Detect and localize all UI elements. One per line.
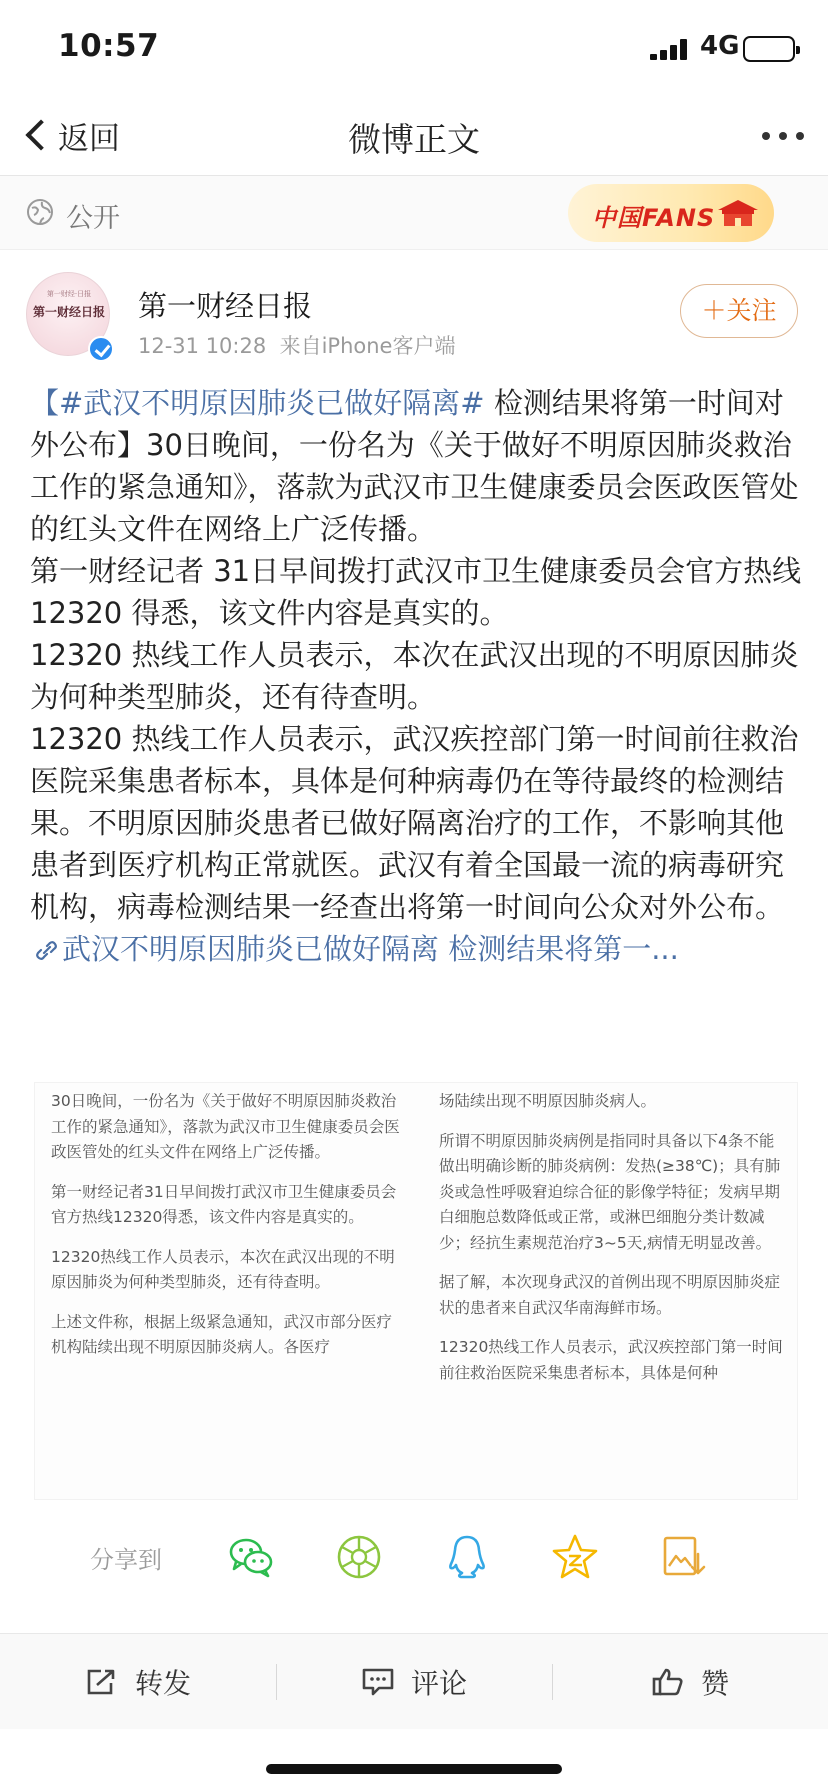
china-fans-badge[interactable] bbox=[568, 184, 774, 242]
article-image[interactable] bbox=[34, 1082, 798, 1500]
article-image-text: 场陆续出现不明原因肺炎病人。 bbox=[439, 1092, 657, 1110]
hashtag-link[interactable]: 【#武汉不明原因肺炎已做好隔离# bbox=[30, 386, 485, 420]
repost-icon bbox=[85, 1667, 119, 1697]
thumbs-up-icon bbox=[651, 1667, 685, 1697]
gate-tower-icon bbox=[716, 196, 760, 230]
qq-icon[interactable] bbox=[442, 1532, 492, 1582]
comment-label: 评论 bbox=[410, 1667, 467, 1700]
article-link-text: 武汉不明原因肺炎已做好隔离 检测结果将第一... bbox=[62, 932, 679, 966]
post-paragraph: 第一财经记者 31日早间拨打武汉市卫生健康委员会官方热线 12320 得悉，该文件内容是真实的。 bbox=[30, 554, 802, 630]
post-paragraph bbox=[30, 382, 802, 550]
like-button[interactable] bbox=[552, 1634, 828, 1730]
article-image-text: 12320热线工作人员表示，本次在武汉出现的不明原因肺炎为何种类型肺炎，还有待查明。 bbox=[51, 1247, 395, 1291]
dot-icon bbox=[779, 132, 787, 140]
author-header bbox=[0, 250, 828, 360]
article-image-text: 12320热线工作人员表示，武汉疾控部门第一时间前往救治医院采集患者标本，具体是何种 bbox=[439, 1338, 783, 1382]
article-image-right-column bbox=[439, 1089, 789, 1400]
verified-icon bbox=[88, 336, 114, 362]
comment-button[interactable] bbox=[276, 1634, 552, 1730]
chevron-left-icon bbox=[25, 119, 56, 150]
article-image-left-column bbox=[51, 1089, 401, 1375]
post-meta bbox=[138, 330, 455, 360]
dot-icon bbox=[762, 132, 770, 140]
article-image-text: 上述文件称，根据上级紧急通知，武汉市部分医疗机构陆续出现不明原因肺炎病人。各医疗 bbox=[51, 1312, 393, 1356]
article-image-text: 据了解，本次现身武汉的首例出现不明原因肺炎症状的患者来自武汉华南海鲜市场。 bbox=[439, 1273, 781, 1317]
post-time: 12-31 10:28 bbox=[138, 334, 267, 358]
post-source: 来自iPhone客户端 bbox=[279, 334, 456, 358]
avatar-text: 第一财经日报 bbox=[32, 305, 105, 319]
article-link[interactable] bbox=[30, 932, 679, 966]
link-icon bbox=[34, 939, 60, 961]
globe-icon bbox=[26, 198, 54, 226]
fans-badge-text: 中国FANS bbox=[592, 204, 716, 232]
post-paragraph: 12320 热线工作人员表示，本次在武汉出现的不明原因肺炎为何种类型肺炎，还有待查明。 bbox=[30, 638, 799, 714]
back-button[interactable] bbox=[22, 110, 120, 160]
post-paragraph bbox=[30, 718, 802, 970]
repost-label: 转发 bbox=[134, 1667, 191, 1700]
nav-bar bbox=[0, 96, 828, 176]
network-type: 4G bbox=[700, 31, 740, 61]
qzone-icon[interactable] bbox=[550, 1532, 600, 1582]
follow-button[interactable]: ＋关注 bbox=[680, 284, 798, 338]
share-label: 分享到 bbox=[90, 1546, 162, 1574]
home-indicator[interactable] bbox=[266, 1764, 562, 1774]
more-options-button[interactable] bbox=[762, 132, 804, 140]
like-label: 赞 bbox=[700, 1667, 729, 1700]
battery-icon bbox=[743, 36, 795, 62]
share-row bbox=[0, 1512, 828, 1604]
author-name[interactable]: 第一财经日报 bbox=[138, 289, 313, 323]
article-image-text: 30日晚间，一份名为《关于做好不明原因肺炎救治工作的紧急通知》，落款为武汉市卫生健康委员会医政医管处的红头文件在网络上广泛传播。 bbox=[51, 1092, 400, 1161]
visibility-row bbox=[0, 176, 828, 250]
post-body bbox=[30, 382, 802, 970]
action-bar bbox=[0, 1633, 828, 1729]
avatar-subtext: 第一财经·日报 bbox=[46, 290, 92, 298]
article-image-text: 所谓不明原因肺炎病例是指同时具备以下4条不能做出明确诊断的肺炎病例：发热(≥38℃)；具有肺炎或急性呼吸窘迫综合征的影像学特征；发病早期白细胞总数降低或正常，或淋巴细胞分类计数减少；经抗生素规范治疗3~5天,病情无明显改善。 bbox=[439, 1131, 781, 1252]
visibility-label: 公开 bbox=[66, 203, 120, 234]
dot-icon bbox=[796, 132, 804, 140]
save-image-icon[interactable] bbox=[658, 1532, 708, 1582]
wechat-icon[interactable] bbox=[226, 1532, 276, 1582]
post-text: 检测结果将第一时间对外公布】30日晚间，一份名为《关于做好不明原因肺炎救治工作的紧急通知》，落款为武汉市卫生健康委员会医政医管处的红头文件在网络上广泛传播。 bbox=[30, 386, 799, 546]
moments-icon[interactable] bbox=[334, 1532, 384, 1582]
status-time: 10:57 bbox=[58, 28, 160, 64]
comment-icon bbox=[361, 1667, 395, 1697]
status-bar bbox=[0, 0, 828, 96]
article-image-text: 第一财经记者31日早间拨打武汉市卫生健康委员会官方热线12320得悉，该文件内容是真实的。 bbox=[51, 1182, 397, 1226]
repost-button[interactable] bbox=[0, 1634, 276, 1730]
post-text: 12320 热线工作人员表示，武汉疾控部门第一时间前往救治医院采集患者标本，具体是何种病毒仍在等待最终的检测结果。不明原因肺炎患者已做好隔离治疗的工作，不影响其他患者到医疗机构正常就医。武汉有着全国最一流的病毒研究机构，病毒检测结果一经查出将第一时间向公众对外公布。 bbox=[30, 722, 799, 924]
page-title: 微博正文 bbox=[348, 120, 480, 159]
back-label: 返回 bbox=[58, 120, 120, 157]
signal-icon bbox=[650, 38, 690, 60]
